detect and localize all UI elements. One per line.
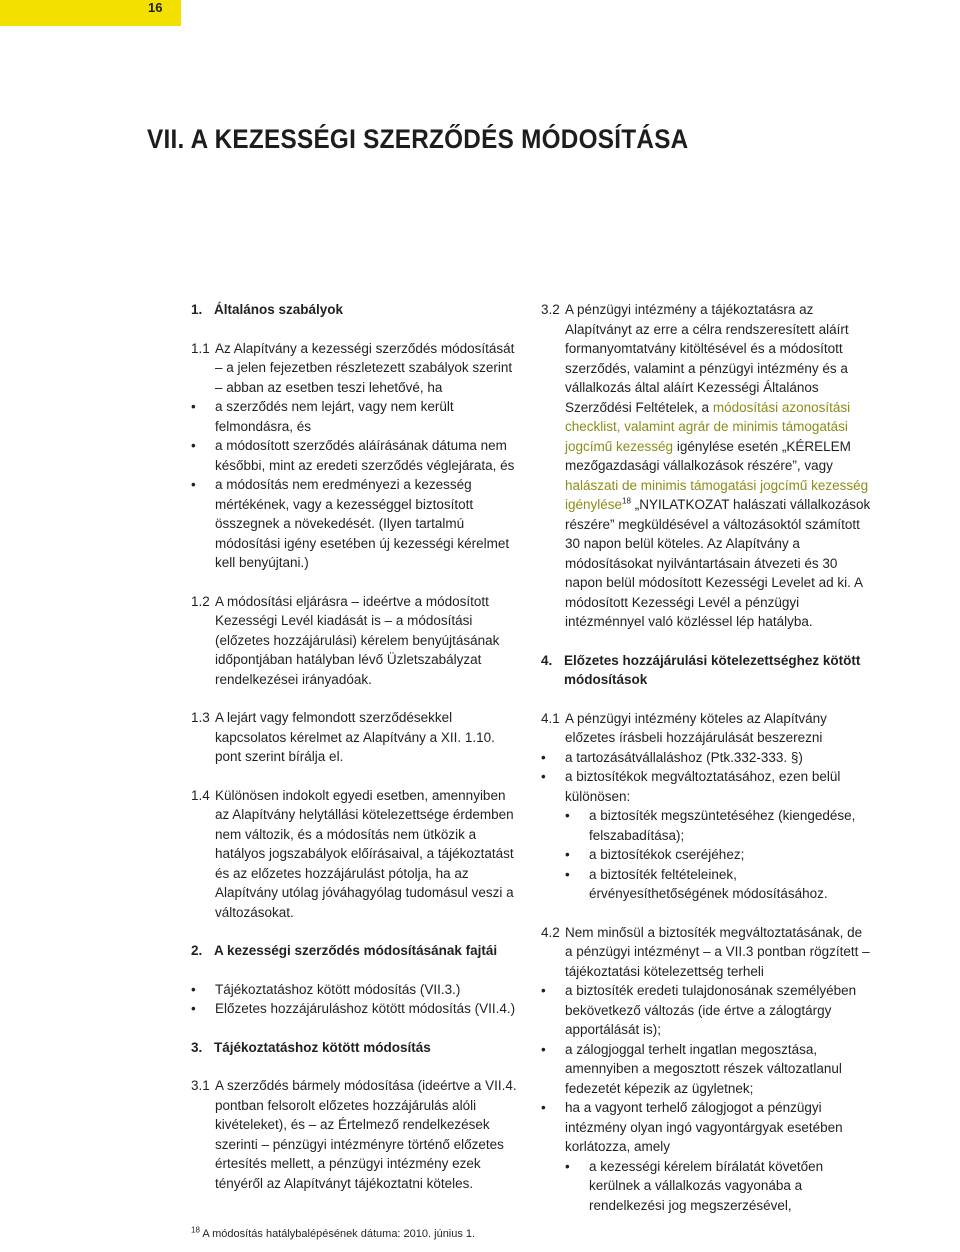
paragraph-3-1: 3.1 A szerződés bármely módosítása (ideértve a VII.4. pontban felsorolt előzetes hozzájárulás alóli kivételeket), és – az Értelmező rendelkezések szerinti – pénzügyi intézményre történő előzetes értesítés mellett, a pénzügyi intézmény ezek tényéről az Alapítványt tájékoztatni köteles. (191, 1078, 517, 1191)
paragraph-1-1: 1.1 Az Alapítvány a kezességi szerződés módosítását – a jelen fejezetben részletezett szabályok szerint – abban az esetben teszi lehetővé, ha • a szerződés nem lejárt, vagy nem került felmondásra, és • a módosított szerződés aláírásának dátuma nem későbbi, mint az eredeti szerződés véglejárata, és • a módosítás nem eredményezi a kezesség mértékének, vagy a kezességgel biztosított összegnek a növekedését. (Ilyen tartalmú módosítási igény esetében új kezességi kérelmet kell benyújtani.) (191, 339, 521, 573)
chapter-title: VII. A KEZESSÉGI SZERZŐDÉS MÓDOSÍTÁSA (147, 124, 689, 154)
list-item: • a módosítás nem eredményezi a kezesség mértékének, vagy a kezességgel biztosított összegnek a növekedését. (Ilyen tartalmú módosítási igény esetében új kezességi kérelmet kell benyújtani.) (191, 477, 510, 570)
right-column (541, 300, 871, 1215)
list-item: • Előzetes hozzájáruláshoz kötött módosítás (VII.4.) (191, 1001, 516, 1016)
footnote-ref: 18 (622, 496, 631, 506)
list-item: • a tartozásátvállaláshoz (Ptk.332-333. §) (541, 749, 803, 765)
list-item: • a zálogjoggal terhelt ingatlan megosztása, amennyiben a megosztott részek változatlanul fedezetét képezik az ügyletnek; (541, 1041, 842, 1096)
section-heading-1: 1. Általános szabályok (191, 302, 344, 317)
sub-list-item: • a biztosítékok cseréjéhez; (565, 847, 745, 862)
sub-list-item: • a biztosíték megszüntetéséhez (kiengedése, felszabadítása); (565, 808, 856, 843)
list-item: • a biztosíték eredeti tulajdonosának személyében bekövetkező változás (ide értve a zálogtárgy apportálását is); (541, 983, 857, 1037)
fishery-form-link[interactable]: halászati de minimis támogatási jogcímű kezesség igénylése (565, 477, 869, 512)
footnote-number: 18 (191, 1225, 200, 1235)
footnote-text: A módosítás hatálybalépésének dátuma: 2010. június 1. (202, 1228, 476, 1240)
list-item: • a biztosítékok megváltoztatásához, ezen belül különösen: (541, 769, 841, 804)
paragraph-3-2: 3.2 A pénzügyi intézmény a tájékoztatásra az Alapítványt az erre a célra rendszeresített aláírt formanyomtatvány kitöltésével és a módosított szerződés, valamint a pénzügyi intézmény és a vállalkozás által aláírt Kezességi Általános Szerződési Feltételek, a módosítási azonosítási checklist, valamint agrár de minimis támogatási jogcímű kezesség igénylése esetén „KÉRELEM mezőgazdasági vállalkozások részére”, vagy halászati de minimis támogatási jogcímű kezesség igénylése$^{18}$ „NYILATKOZAT halászati vállalkozások részére” megküldésével a változásoktól számított 30 napon belül köteles. Az Alapítvány a módosításokat nyilvántartásain átvezeti és 30 napon belül módosított Kezességi Levelet ad ki. A módosított Kezességi Levél a pénzügyi intézménnyel való közléssel lép hatályba. (541, 302, 871, 629)
footnote (191, 1227, 475, 1241)
paragraph-4-1: 4.1 A pénzügyi intézmény köteles az Alapítvány előzetes írásbeli hozzájárulását beszerezni (541, 710, 827, 745)
section-heading-4: 4. Előzetes hozzájárulási kötelezettséghez kötött módosítások (541, 652, 861, 687)
section-heading-3: 3. Tájékoztatáshoz kötött módosítás (191, 1039, 431, 1055)
paragraph-1-3: 1.3 A lejárt vagy felmondott szerződésekkel kapcsolatos kérelmet az Alapítvány a XII. 1.10. pont szerint bírálja el. (191, 710, 495, 764)
left-column (191, 300, 521, 1193)
checklist-link[interactable]: módosítási azonosítási checklist, valamint agrár de minimis támogatási jogcímű kezesség (565, 399, 851, 454)
list-item: • ha a vagyont terhelő zálogjogot a pénzügyi intézmény olyan ingó vagyontárgyak esetében korlátozza, amely (541, 1100, 843, 1154)
paragraph-4-2: 4.2 Nem minősül a biztosíték megváltoztatásának, de a pénzügyi intézményt – a VII.3 pontban rögzített – tájékoztatási kötelezettség terheli (541, 924, 870, 979)
paragraph-1-4: 1.4 Különösen indokolt egyedi esetben, amennyiben az Alapítvány helytállási kötelezettsége érdemben nem változik, és a módosítás nem ütközik a hatályos jogszabályok előírásaival, a tájékoztatást és az előzetes hozzájárulást pótolja, ha az Alapítvány utólag jóváhagyólag tudomásul veszi a változásokat. (191, 787, 514, 920)
sub-list-item: • a biztosíték feltételeinek, érvényesíthetőségének módosításához. (565, 866, 828, 901)
page-number: 16 (148, 0, 163, 15)
paragraph-1-2: 1.2 A módosítási eljárásra – ideértve a módosított Kezességi Levél kiadását is – a módosítási (előzetes hozzájárulási) kérelem benyújtásának időpontjában hatályban lévő Üzletszabályzat rendelkezései irányadóak. (191, 593, 500, 687)
list-item: • a szerződés nem lejárt, vagy nem került felmondásra, és (191, 399, 454, 434)
section-heading-2: 2. A kezességi szerződés módosításának fajtái (191, 943, 498, 958)
list-item: • a módosított szerződés aláírásának dátuma nem későbbi, mint az eredeti szerződés véglejárata, és (191, 438, 515, 473)
list-item: • Tájékoztatáshoz kötött módosítás (VII.3.) (191, 981, 461, 997)
sub-list-item: • a kezességi kérelem bírálatát követően kerülnek a vállalkozás vagyonába a rendelkezési jog megszerzésével, (565, 1158, 824, 1213)
